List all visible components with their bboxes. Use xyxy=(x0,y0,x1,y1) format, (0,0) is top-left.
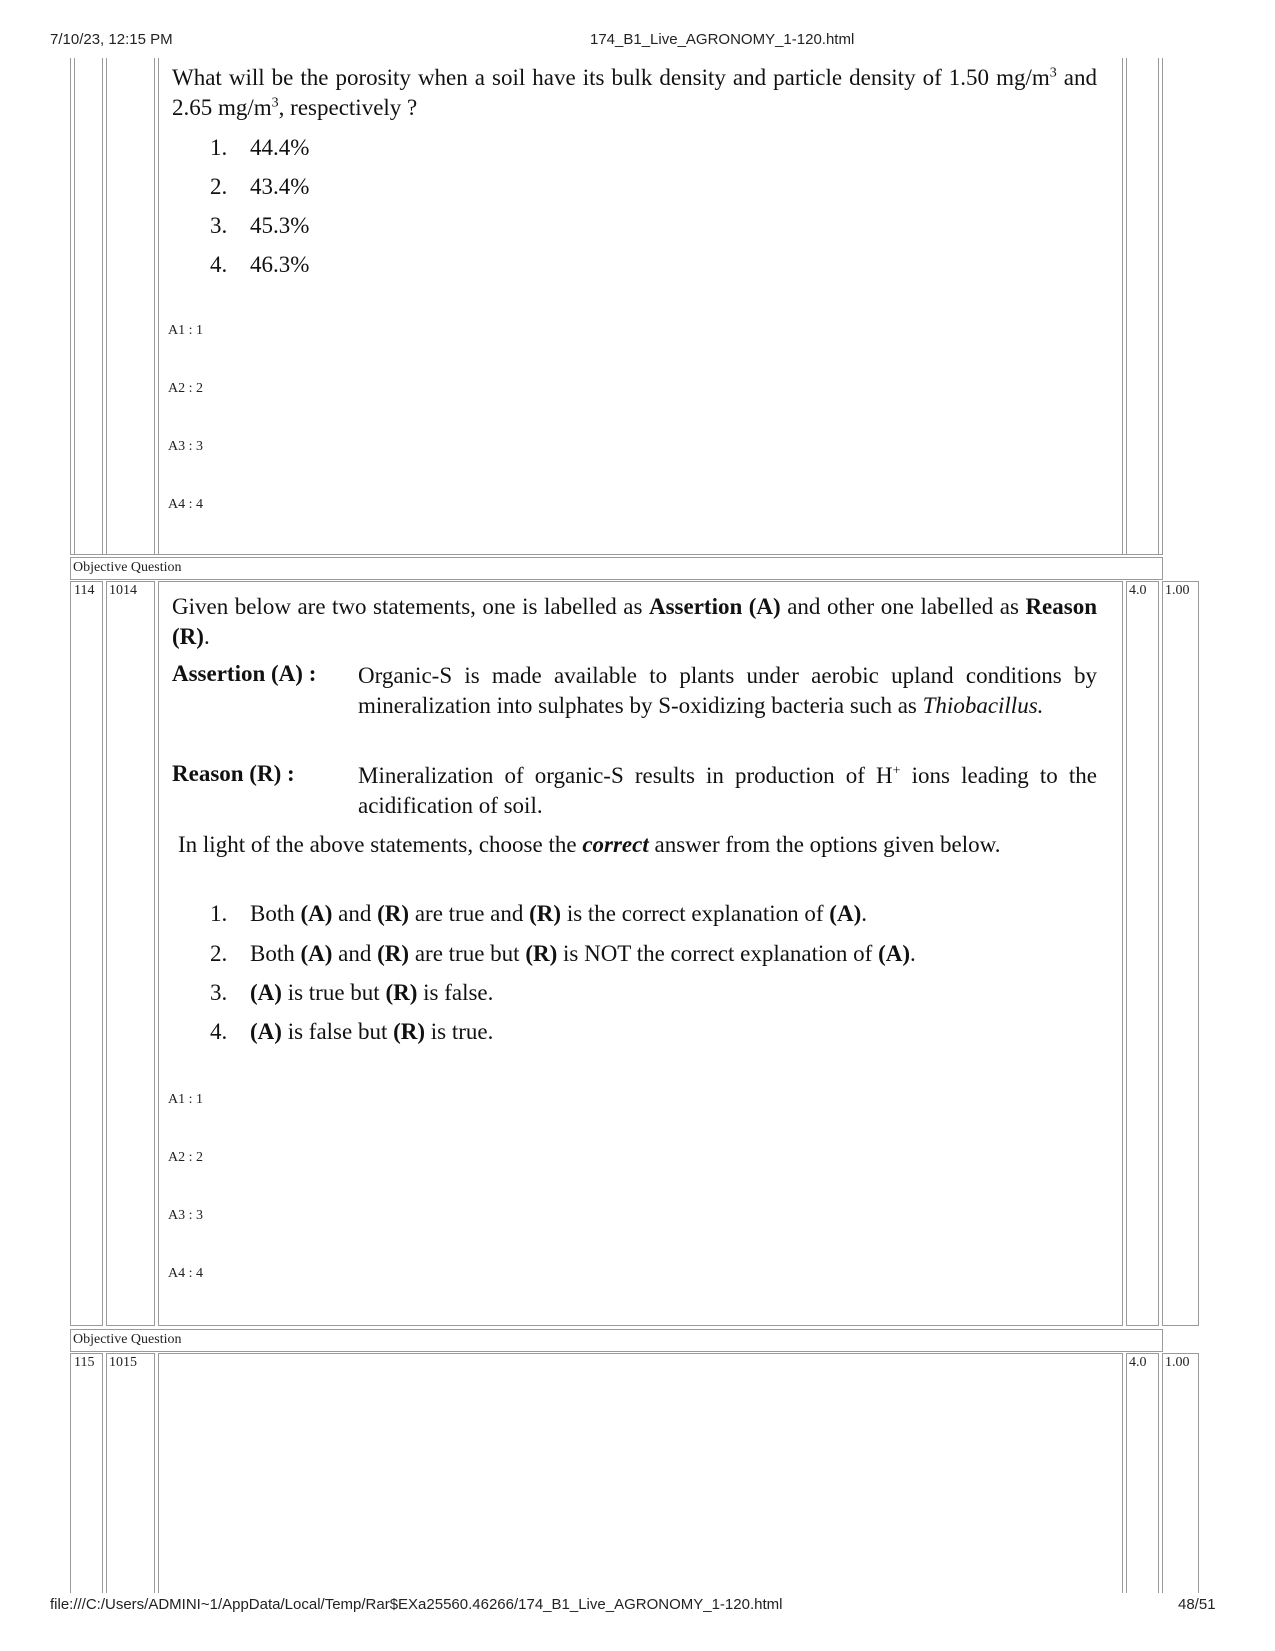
answer-label: A2 : 2 xyxy=(168,381,203,396)
instruction-text: In light of the above statements, choose the correct answer from the options given below. xyxy=(178,832,1001,857)
reason-label: Reason (R) : xyxy=(172,761,295,786)
negative-marks: 1.00 xyxy=(1165,1355,1190,1370)
sno-cell xyxy=(70,1353,103,1593)
table-border xyxy=(1162,58,1163,554)
answer-label: A2 : 2 xyxy=(168,1150,203,1165)
answer-label: A4 : 4 xyxy=(168,497,203,512)
question-type-row xyxy=(70,557,1163,580)
qid-cell xyxy=(106,1353,155,1593)
table-border xyxy=(106,58,107,554)
table-border xyxy=(154,58,155,554)
assertion-label: Assertion (A) : xyxy=(172,661,317,686)
negative-marks-cell xyxy=(1162,581,1199,1326)
marks-cell xyxy=(1126,1353,1159,1593)
option-4: 4. (A) is false but (R) is true. xyxy=(210,1019,494,1044)
print-page-number: 48/51 xyxy=(1178,1596,1216,1613)
answer-label: A1 : 1 xyxy=(168,323,203,338)
option-2: 2. Both (A) and (R) are true but (R) is NOT the correct explanation of (A). xyxy=(210,941,916,966)
question-intro: Given below are two statements, one is labelled as Assertion (A) and other one labelled as Reason (R). xyxy=(172,594,1097,649)
option-3: 3. (A) is true but (R) is false. xyxy=(210,980,494,1005)
print-file-path: file:///C:/Users/ADMINI~1/AppData/Local/Temp/Rar$EXa25560.46266/174_B1_Live_AGRONOMY_1-120.html xyxy=(50,1596,783,1613)
table-border xyxy=(74,58,75,554)
answer-label: A1 : 1 xyxy=(168,1092,203,1107)
table-border xyxy=(1126,58,1127,554)
assertion-text: Organic-S is made available to plants under aerobic upland conditions by mineralization into sulphates by S-oxidizing bacteria such as Thiobacillus. xyxy=(358,663,1097,718)
marks: 4.0 xyxy=(1129,583,1147,598)
question-type-label: Objective Question xyxy=(73,1332,182,1347)
print-datetime: 7/10/23, 12:15 PM xyxy=(50,31,173,48)
qid-cell xyxy=(106,581,155,1326)
sno-cell xyxy=(70,581,103,1326)
marks-cell xyxy=(1126,581,1159,1326)
option-2: 2. 43.4% xyxy=(210,174,310,199)
table-border xyxy=(1158,58,1159,554)
answer-label: A3 : 3 xyxy=(168,1208,203,1223)
question-type-row xyxy=(70,1329,1163,1352)
question-id: 1014 xyxy=(109,583,137,598)
answer-label: A4 : 4 xyxy=(168,1266,203,1281)
answer-label: A3 : 3 xyxy=(168,439,203,454)
question-cell xyxy=(158,1353,1123,1593)
serial-number: 115 xyxy=(74,1355,95,1370)
question-text: What will be the porosity when a soil have its bulk density and particle density of 1.50 $mg/m^3$ and 2.65 $mg/m^3$, respectively ? xyxy=(172,65,1097,120)
negative-marks-cell xyxy=(1162,1353,1199,1593)
table-border xyxy=(70,58,71,554)
option-1: 1. 44.4% xyxy=(210,135,310,160)
marks: 4.0 xyxy=(1129,1355,1147,1370)
question-type-label: Objective Question xyxy=(73,560,182,575)
reason-text: Mineralization of organic-S results in production of H+ ions leading to the acidification of soil. xyxy=(358,763,1097,818)
option-4: 4. 46.3% xyxy=(210,252,310,277)
print-page-title: 174_B1_Live_AGRONOMY_1-120.html xyxy=(590,31,855,48)
option-3: 3. 45.3% xyxy=(210,213,310,238)
serial-number: 114 xyxy=(74,583,95,598)
negative-marks: 1.00 xyxy=(1165,583,1190,598)
option-1: 1. Both (A) and (R) are true and (R) is the correct explanation of (A). xyxy=(210,901,867,926)
table-border xyxy=(102,58,103,554)
question-id: 1015 xyxy=(109,1355,137,1370)
